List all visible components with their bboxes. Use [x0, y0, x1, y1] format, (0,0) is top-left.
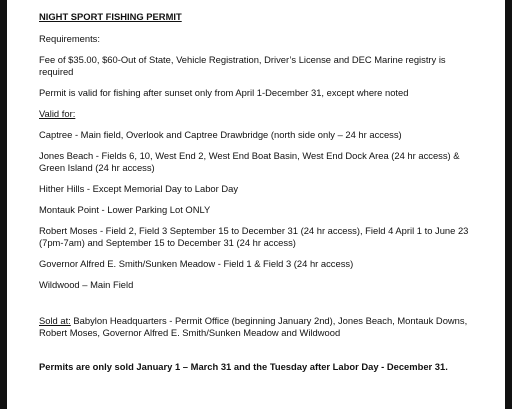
requirements-heading: Requirements: [39, 33, 100, 44]
validity-period: Permit is valid for fishing after sunset only from April 1-December 31, except where noted [39, 87, 409, 98]
sold-at-section [39, 315, 479, 339]
location-robert-moses: Robert Moses - Field 2, Field 3 September 15 to December 31 (24 hr access), Field 4 April 1 to June 23 (7pm-7am) and September 15 to December 31 (24 hr access) [39, 225, 469, 248]
sold-at-label: Sold at: [39, 315, 71, 326]
right-frame-border [505, 0, 512, 409]
sales-period-notice: Permits are only sold January 1 – March 31 and the Tuesday after Labor Day - December 31. [39, 361, 448, 372]
location-sunken-meadow: Governor Alfred E. Smith/Sunken Meadow - Field 1 & Field 3 (24 hr access) [39, 258, 354, 269]
document-title: NIGHT SPORT FISHING PERMIT [39, 11, 182, 22]
valid-for-heading: Valid for: [39, 108, 76, 119]
location-captree: Captree - Main field, Overlook and Captree Drawbridge (north side only – 24 hr access) [39, 129, 402, 140]
location-hither-hills: Hither Hills - Except Memorial Day to Labor Day [39, 183, 239, 194]
location-wildwood: Wildwood – Main Field [39, 279, 134, 290]
location-jones-beach: Jones Beach - Fields 6, 10, West End 2, West End Boat Basin, West End Dock Area (24 hr access) & Green Island (24 hr access) [39, 150, 460, 173]
permit-document [39, 11, 479, 373]
sold-at-locations: Babylon Headquarters - Permit Office (beginning January 2nd), Jones Beach, Montauk Downs, Robert Moses, Governor Alfred E. Smith/Sunken Meadow and Wildwood [39, 315, 468, 338]
fee-requirement: Fee of $35.00, $60-Out of State, Vehicle Registration, Driver’s License and DEC Marine registry is required [39, 54, 446, 77]
location-montauk-point: Montauk Point - Lower Parking Lot ONLY [39, 204, 211, 215]
left-frame-border [0, 0, 7, 409]
